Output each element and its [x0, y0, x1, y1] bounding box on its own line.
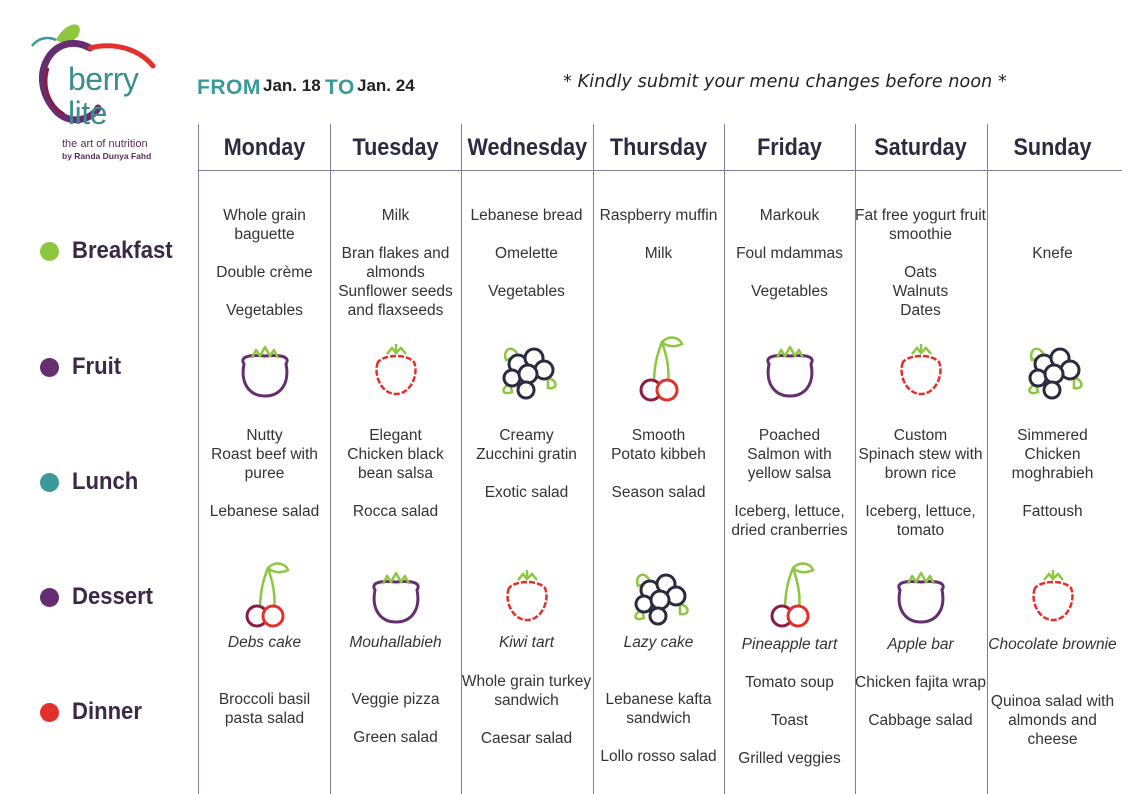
- menu-item: Bran flakes and almonds: [341, 245, 450, 281]
- menu-item: Exotic salad: [484, 484, 569, 501]
- menu-item: Cabbage salad: [868, 712, 973, 729]
- spacer: [724, 692, 855, 711]
- spacer: [987, 225, 1118, 244]
- plum-icon: [230, 334, 300, 404]
- meal-dot-icon: [40, 242, 59, 261]
- brand-tagline: the art of nutrition: [62, 138, 148, 150]
- plum-icon: [755, 334, 825, 404]
- menu-item: Potato kibbeh: [611, 446, 706, 463]
- date-range: [197, 74, 437, 102]
- meal-dot-icon: [40, 588, 59, 607]
- lunch-cell: [461, 426, 592, 502]
- dinner-cell: [855, 673, 986, 730]
- meal-dot-icon: [40, 473, 59, 492]
- menu-item: Nutty: [246, 427, 283, 444]
- lunch-cell: [199, 426, 330, 521]
- logo-wordmark: berry lite: [68, 61, 139, 131]
- raspberry-icon: [361, 334, 431, 404]
- menu-item: Markouk: [759, 207, 820, 224]
- meal-row-dessert: [40, 582, 160, 612]
- day-header-sunday: Sunday: [1013, 134, 1092, 161]
- meal-dot-icon: [40, 358, 59, 377]
- blueberries-icon: [1018, 334, 1088, 404]
- meal-dot-icon: [40, 703, 59, 722]
- meal-label: Dessert: [72, 583, 154, 610]
- raspberry-icon: [886, 334, 956, 404]
- menu-item: Walnuts: [892, 283, 949, 300]
- spacer: [461, 710, 592, 729]
- meal-row-breakfast: [40, 236, 181, 266]
- menu-item: Double crème: [216, 264, 313, 281]
- spacer: [724, 225, 855, 244]
- day-header-wednesday: Wednesday: [467, 134, 588, 161]
- spacer: [593, 464, 724, 483]
- menu-item: Whole grain baguette: [223, 207, 306, 243]
- menu-item: Vegetables: [751, 283, 828, 300]
- menu-item: Lebanese kafta sandwich: [605, 691, 712, 727]
- dinner-cell: [724, 673, 855, 768]
- menu-item: Milk: [644, 245, 673, 262]
- menu-item: Chicken moghrabieh: [1011, 446, 1094, 482]
- menu-item: Veggie pizza: [351, 691, 440, 708]
- brand-byline: by Randa Dunya Fahd: [62, 151, 152, 161]
- menu-item: Knefe: [1032, 245, 1073, 262]
- blueberries-icon: [624, 560, 694, 630]
- breakfast-cell: [330, 206, 461, 320]
- menu-item: Vegetables: [488, 283, 565, 300]
- menu-item: Iceberg, lettuce, dried cranberries: [731, 503, 848, 539]
- menu-item: Elegant: [369, 427, 422, 444]
- meal-row-lunch: [40, 467, 144, 497]
- dinner-cell: [593, 690, 724, 766]
- day-header-tuesday: Tuesday: [352, 134, 439, 161]
- meal-label: Dinner: [72, 698, 142, 725]
- header-divider: [199, 170, 1122, 171]
- spacer: [330, 709, 461, 728]
- from-date: Jan. 18: [263, 76, 321, 95]
- menu-item: Quinoa salad with almonds and cheese: [990, 693, 1115, 748]
- cherries-icon: [230, 560, 300, 630]
- menu-item: Lollo rosso salad: [600, 748, 717, 765]
- menu-item: Fattoush: [1022, 503, 1083, 520]
- menu-item: Spinach stew with brown rice: [858, 446, 983, 482]
- from-label: FROM: [197, 76, 261, 99]
- menu-item: Toast: [770, 712, 809, 729]
- menu-item: Caesar salad: [480, 730, 573, 747]
- spacer: [724, 730, 855, 749]
- spacer: [330, 483, 461, 502]
- meal-label: Breakfast: [72, 237, 173, 264]
- dessert-name: Mouhallabieh: [349, 634, 442, 651]
- day-header-thursday: Thursday: [609, 134, 708, 161]
- dessert-name: Pineapple tart: [741, 636, 838, 653]
- menu-item: Creamy: [499, 427, 554, 444]
- raspberry-icon: [492, 560, 562, 630]
- spacer: [855, 692, 986, 711]
- to-label: TO: [325, 76, 355, 99]
- spacer: [593, 728, 724, 747]
- menu-item: Custom: [893, 427, 948, 444]
- menu-item: Oats: [904, 264, 937, 281]
- menu-item: Broccoli basil pasta salad: [218, 691, 311, 727]
- menu-item: Fat free yogurt fruit smoothie: [855, 207, 986, 243]
- blueberries-icon: [492, 334, 562, 404]
- menu-item: Chicken fajita wrap: [855, 674, 986, 691]
- menu-item: Foul mdammas: [736, 245, 843, 262]
- menu-item: Lebanese bread: [470, 207, 583, 224]
- spacer: [855, 483, 986, 502]
- menu-item: Whole grain turkey sandwich: [461, 673, 592, 709]
- plum-icon: [886, 560, 956, 630]
- dessert-name: Debs cake: [227, 634, 302, 651]
- dessert-name: Kiwi tart: [498, 634, 555, 651]
- breakfast-cell: [724, 206, 855, 301]
- menu-item: Tomato soup: [745, 674, 834, 691]
- spacer: [724, 483, 855, 502]
- menu-item: Roast beef with puree: [211, 446, 318, 482]
- menu-item: Salmon with yellow salsa: [747, 446, 832, 482]
- meal-row-fruit: [40, 352, 125, 382]
- menu-item: Raspberry muffin: [599, 207, 718, 224]
- day-header-saturday: Saturday: [874, 134, 967, 161]
- breakfast-cell: [199, 206, 330, 320]
- spacer: [987, 206, 1118, 225]
- meal-row-dinner: [40, 697, 148, 727]
- menu-item: Dates: [900, 302, 941, 319]
- spacer: [987, 483, 1118, 502]
- menu-item: Milk: [381, 207, 410, 224]
- cherries-icon: [755, 560, 825, 630]
- spacer: [855, 244, 986, 263]
- dinner-cell: [330, 690, 461, 747]
- spacer: [330, 225, 461, 244]
- plum-icon: [361, 560, 431, 630]
- menu-item: Poached: [758, 427, 821, 444]
- menu-item: Green salad: [353, 729, 438, 746]
- menu-item: Sunflower seeds and flaxseeds: [338, 283, 453, 319]
- day-header-friday: Friday: [757, 134, 822, 161]
- meal-label: Fruit: [72, 353, 122, 380]
- dessert-name: Apple bar: [887, 636, 954, 653]
- day-header-monday: Monday: [223, 134, 306, 161]
- spacer: [199, 483, 330, 502]
- meal-label: Lunch: [72, 468, 139, 495]
- breakfast-cell: [987, 206, 1118, 263]
- dinner-cell: [461, 672, 592, 748]
- menu-item: Simmered: [1017, 427, 1088, 444]
- breakfast-cell: [593, 206, 724, 263]
- menu-item: Season salad: [611, 484, 706, 501]
- spacer: [593, 225, 724, 244]
- lunch-cell: [593, 426, 724, 502]
- spacer: [199, 282, 330, 301]
- dessert-name: Chocolate brownie: [988, 636, 1117, 653]
- spacer: [461, 263, 592, 282]
- raspberry-icon: [1018, 560, 1088, 630]
- dessert-name: Lazy cake: [623, 634, 694, 651]
- spacer: [724, 263, 855, 282]
- menu-change-notice: * Kindly submit your menu changes before noon *: [563, 72, 1007, 92]
- menu-item: Zucchini gratin: [476, 446, 577, 463]
- spacer: [461, 225, 592, 244]
- lunch-cell: [330, 426, 461, 521]
- menu-item: Omelette: [495, 245, 558, 262]
- lunch-cell: [724, 426, 855, 540]
- menu-item: Chicken black bean salsa: [347, 446, 444, 482]
- to-date: Jan. 24: [357, 76, 415, 95]
- cherries-icon: [624, 334, 694, 404]
- spacer: [199, 244, 330, 263]
- lunch-cell: [987, 426, 1118, 521]
- lunch-cell: [855, 426, 986, 540]
- breakfast-cell: [461, 206, 592, 301]
- menu-item: Rocca salad: [352, 503, 439, 520]
- menu-item: Vegetables: [226, 302, 303, 319]
- spacer: [461, 464, 592, 483]
- menu-item: Iceberg, lettuce, tomato: [865, 503, 976, 539]
- breakfast-cell: [855, 206, 986, 320]
- dinner-cell: [987, 692, 1118, 749]
- menu-item: Smooth: [631, 427, 686, 444]
- dinner-cell: [199, 690, 330, 728]
- menu-item: Lebanese salad: [209, 503, 320, 520]
- menu-item: Grilled veggies: [738, 750, 841, 767]
